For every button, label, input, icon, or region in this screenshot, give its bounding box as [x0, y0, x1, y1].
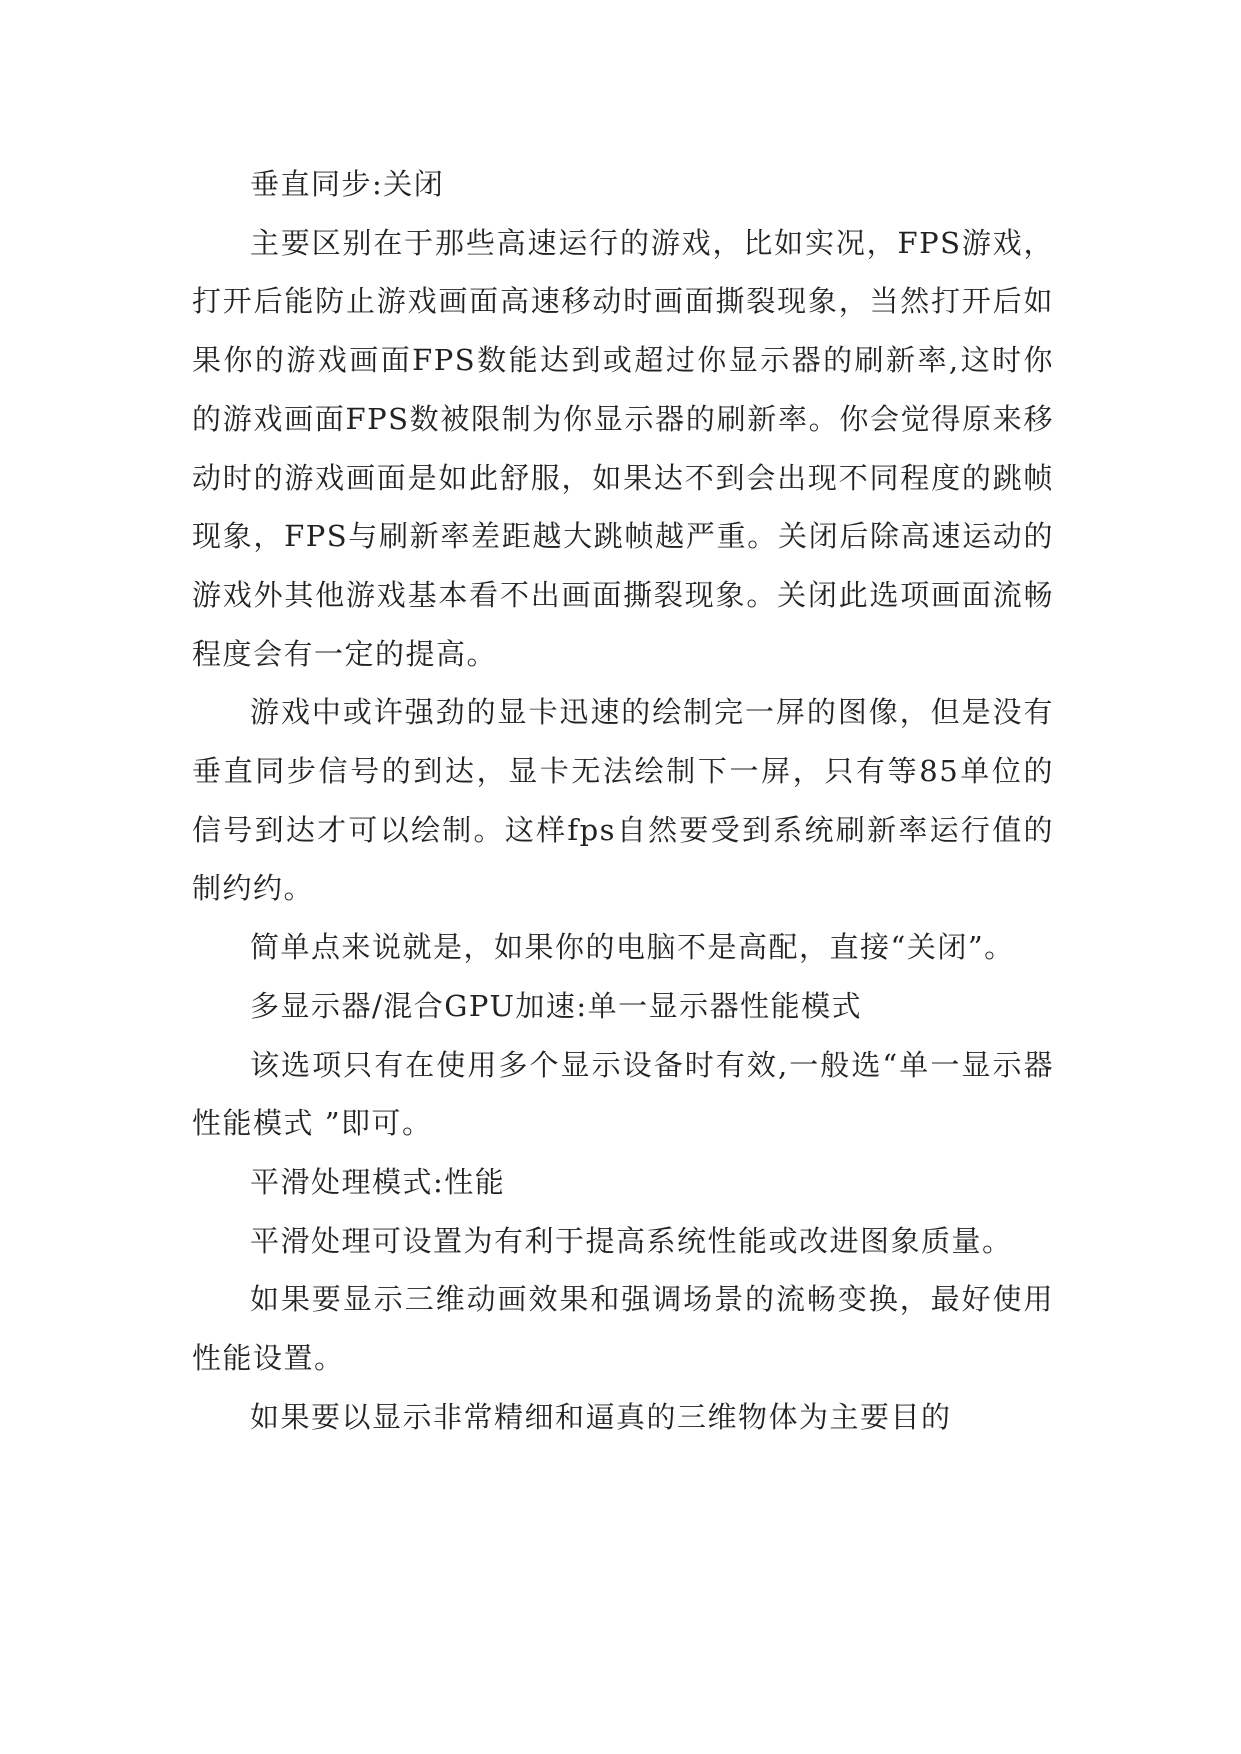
paragraph-smoothing-performance: 如果要显示三维动画效果和强调场景的流畅变换，最好使用性能设置。 — [192, 1282, 1054, 1376]
paragraph-smoothing-quality: 如果要以显示非常精细和逼真的三维物体为主要目的 — [250, 1399, 952, 1434]
paragraph-vsync-heading: 垂直同步:关闭 — [250, 167, 445, 201]
paragraph-multi-display-heading: 多显示器/混合GPU加速:单一显示器性能模式 — [250, 988, 863, 1023]
paragraph-multi-display-description: 该选项只有在使用多个显示设备时有效,一般选“单一显示器性能模式 ”即可。 — [192, 1047, 1054, 1141]
paragraph-vsync-summary: 简单点来说就是，如果你的电脑不是高配，直接“关闭”。 — [250, 930, 1015, 965]
paragraph-vsync-description: 主要区别在于那些高速运行的游戏，比如实况，FPS游戏，打开后能防止游戏画面高速移动时画面撕裂现象，当然打开后如果你的游戏画面FPS数能达到或超过你显示器的刷新率,这时你的游戏画面FPS数被限制为你显示器的刷新率。你会觉得原来移动时的游戏画面是如此舒服，如果达不到会出现不同程度的跳帧现象，FPS与刷新率差距越大跳帧越严重。关闭后除高速运动的游戏外其他游戏基本看不出画面撕裂现象。关闭此选项画面流畅程度会有一定的提高。 — [192, 225, 1054, 671]
document-body — [192, 155, 1054, 1446]
paragraph-vsync-detail: 游戏中或许强劲的显卡迅速的绘制完一屏的图像，但是没有垂直同步信号的到达，显卡无法绘制下一屏，只有等85单位的信号到达才可以绘制。这样fps自然要受到系统刷新率运行值的制约约。 — [192, 695, 1054, 906]
paragraph-smoothing-heading: 平滑处理模式:性能 — [250, 1164, 506, 1199]
paragraph-smoothing-description: 平滑处理可设置为有利于提高系统性能或改进图象质量。 — [250, 1223, 1013, 1258]
